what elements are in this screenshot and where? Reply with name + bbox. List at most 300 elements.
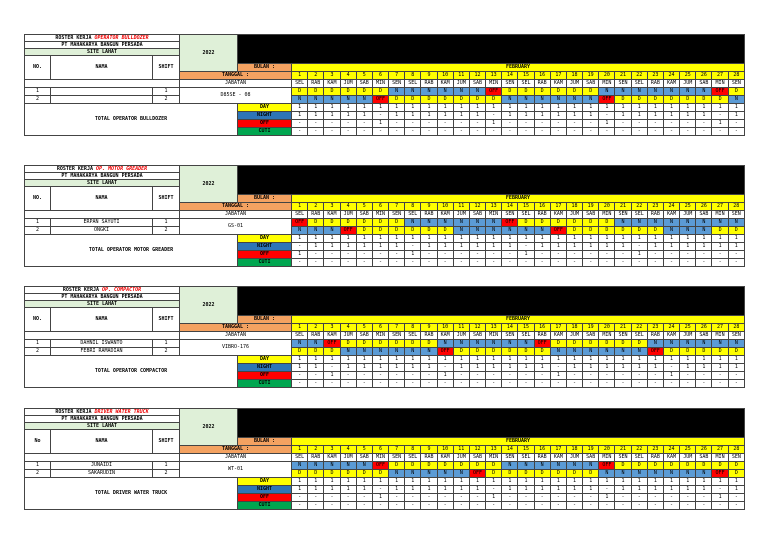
total-off-label: OFF (238, 494, 292, 502)
total-off-value: - (599, 372, 615, 380)
bulan-label: BULAN : (238, 316, 292, 324)
jabatan-label: JABATAN (180, 332, 292, 340)
total-cuti-value: - (340, 259, 356, 267)
total-day-value: 1 (292, 235, 308, 243)
schedule-cell: D (599, 340, 615, 348)
day-number: 22 (631, 324, 647, 332)
schedule-cell: D (518, 470, 534, 478)
total-cuti-value: - (647, 502, 663, 510)
day-number: 9 (421, 324, 437, 332)
total-cuti-value: - (486, 502, 502, 510)
schedule-cell: N (696, 470, 712, 478)
total-off-value: 1 (712, 494, 728, 502)
jabatan-label: JABATAN (180, 211, 292, 219)
total-cuti-value: - (712, 380, 728, 388)
total-cuti-value: - (566, 502, 582, 510)
day-of-week: KAM (324, 454, 340, 462)
day-of-week: SEL (518, 454, 534, 462)
total-day-value: 1 (486, 235, 502, 243)
total-night-value: 1 (340, 486, 356, 494)
schedule-cell: OFF (599, 96, 615, 104)
schedule-cell: D (469, 348, 485, 356)
day-of-week: MIN (712, 332, 728, 340)
schedule-cell: N (324, 96, 340, 104)
total-day-value: 1 (550, 478, 566, 486)
total-off-value: - (583, 251, 599, 259)
total-night-value: 1 (324, 112, 340, 120)
total-day-value: 1 (680, 478, 696, 486)
shift-header: SHIFT (153, 56, 180, 80)
total-night-value: 1 (615, 364, 631, 372)
day-number: 7 (389, 324, 405, 332)
schedule-cell: N (728, 96, 744, 104)
tanggal-label: TANGGAL : (180, 446, 292, 454)
total-day-value: 1 (583, 478, 599, 486)
total-day-value: 1 (712, 478, 728, 486)
total-night-value: 1 (308, 112, 324, 120)
day-number: 11 (453, 324, 469, 332)
total-cuti-value: - (550, 380, 566, 388)
total-night-value: - (663, 364, 679, 372)
schedule-cell: D (486, 348, 502, 356)
total-night-value: 1 (356, 243, 372, 251)
total-day-value: 1 (421, 235, 437, 243)
total-day-value: 1 (356, 478, 372, 486)
schedule-cell: N (583, 462, 599, 470)
total-cuti-value: - (453, 259, 469, 267)
day-of-week: JUM (453, 332, 469, 340)
total-night-value: 1 (486, 364, 502, 372)
day-of-week: RAB (308, 332, 324, 340)
total-night-value: 1 (647, 243, 663, 251)
total-cuti-value: - (469, 259, 485, 267)
day-of-week: MIN (712, 211, 728, 219)
total-off-value: - (550, 251, 566, 259)
schedule-cell: D (534, 219, 550, 227)
schedule-cell: D (486, 96, 502, 104)
total-off-value: - (421, 372, 437, 380)
day-of-week: JUM (453, 454, 469, 462)
schedule-cell: D (728, 88, 744, 96)
schedule-cell: D (389, 96, 405, 104)
total-night-value: 1 (437, 486, 453, 494)
total-day-value: 1 (356, 104, 372, 112)
day-number: 8 (405, 203, 421, 211)
day-number: 2 (308, 72, 324, 80)
day-number: 15 (518, 324, 534, 332)
schedule-cell: N (712, 340, 728, 348)
total-off-value: - (663, 494, 679, 502)
schedule-cell: N (647, 470, 663, 478)
day-of-week: KAM (324, 80, 340, 88)
total-cuti-value: - (292, 128, 308, 136)
day-number: 4 (340, 72, 356, 80)
total-day-value: 1 (372, 478, 388, 486)
schedule-cell: D (534, 88, 550, 96)
schedule-cell: D (453, 348, 469, 356)
total-off-label: OFF (238, 251, 292, 259)
total-off-value: - (372, 372, 388, 380)
schedule-cell: D (566, 340, 582, 348)
day-of-week: SEL (631, 454, 647, 462)
schedule-cell: N (437, 340, 453, 348)
day-number: 3 (324, 72, 340, 80)
roster-kerja-label: ROSTER KERJA (56, 165, 93, 172)
day-of-week: JUM (680, 332, 696, 340)
schedule-cell: N (663, 88, 679, 96)
total-night-value: 1 (469, 486, 485, 494)
total-night-value: 1 (534, 486, 550, 494)
schedule-cell: D (372, 227, 388, 235)
total-day-value: 1 (389, 104, 405, 112)
schedule-cell: N (372, 348, 388, 356)
day-number: 7 (389, 446, 405, 454)
worker-no: 2 (25, 96, 51, 104)
total-off-value: - (469, 494, 485, 502)
worker-shift: 1 (153, 340, 180, 348)
day-number: 26 (696, 203, 712, 211)
total-night-value: - (599, 486, 615, 494)
day-of-week: RAB (308, 454, 324, 462)
total-day-value: 1 (469, 356, 485, 364)
month-name: FEBRUARY (292, 195, 745, 203)
schedule-cell: D (437, 96, 453, 104)
schedule-cell: D (405, 462, 421, 470)
schedule-cell: N (518, 96, 534, 104)
roster-section (24, 165, 744, 267)
total-off-value: - (502, 494, 518, 502)
schedule-cell: D (292, 470, 308, 478)
total-night-value: 1 (696, 243, 712, 251)
total-night-value: - (372, 112, 388, 120)
day-of-week: SAB (469, 332, 485, 340)
day-number: 2 (308, 203, 324, 211)
total-day-value: 1 (712, 356, 728, 364)
total-day-value: 1 (728, 235, 744, 243)
total-day-value: 1 (453, 478, 469, 486)
day-of-week: SEN (389, 454, 405, 462)
total-night-value: 1 (631, 112, 647, 120)
total-off-value: - (583, 372, 599, 380)
total-off-value: 1 (324, 372, 340, 380)
total-cuti-label: CUTI (238, 502, 292, 510)
no-header: NO. (25, 56, 51, 80)
total-day-value: 1 (712, 104, 728, 112)
total-off-value: - (437, 251, 453, 259)
total-night-value: 1 (340, 112, 356, 120)
day-of-week: KAM (550, 454, 566, 462)
schedule-cell: D (566, 227, 582, 235)
schedule-cell: D (502, 88, 518, 96)
schedule-cell: D (437, 462, 453, 470)
total-day-value: 1 (599, 235, 615, 243)
total-day-value: 1 (421, 356, 437, 364)
total-night-value: 1 (583, 364, 599, 372)
total-night-value: - (372, 486, 388, 494)
day-of-week: JUM (340, 332, 356, 340)
role-label: OP. COMPACTOR (102, 286, 142, 293)
roster-kerja-label: ROSTER KERJA (55, 408, 92, 415)
total-off-value: - (469, 120, 485, 128)
total-off-value: - (631, 494, 647, 502)
total-off-value: 1 (486, 494, 502, 502)
schedule-cell: D (696, 462, 712, 470)
day-of-week: MIN (712, 80, 728, 88)
total-night-value: - (324, 364, 340, 372)
schedule-cell: D (324, 88, 340, 96)
worker-name: JUNAIDI (51, 462, 153, 470)
title-text: ROSTER KERJA OPERATOR M. GREADER (377, 168, 605, 181)
day-of-week: SEL (405, 332, 421, 340)
total-night-value: - (405, 243, 421, 251)
day-number: 23 (647, 324, 663, 332)
total-night-value: 1 (566, 112, 582, 120)
total-cuti-value: - (728, 380, 744, 388)
schedule-cell: D (324, 348, 340, 356)
spacer (25, 211, 180, 219)
schedule-cell: OFF (712, 88, 728, 96)
total-off-value: - (437, 494, 453, 502)
day-of-week: JUM (566, 211, 582, 219)
day-number: 1 (292, 72, 308, 80)
schedule-cell: D (599, 227, 615, 235)
total-off-value: - (696, 251, 712, 259)
day-of-week: JUM (453, 211, 469, 219)
schedule-cell: D (486, 470, 502, 478)
total-day-value: 1 (615, 478, 631, 486)
period-text: PERIODE FEBRUARI 2022 (440, 303, 542, 312)
total-night-value: 1 (292, 486, 308, 494)
day-of-week: JUM (340, 80, 356, 88)
day-of-week: SEN (615, 454, 631, 462)
total-off-value: - (437, 120, 453, 128)
total-off-value: - (405, 494, 421, 502)
total-night-value: - (486, 112, 502, 120)
total-off-value: - (647, 372, 663, 380)
total-off-value: - (292, 494, 308, 502)
total-night-value: 1 (712, 243, 728, 251)
total-off-value: - (728, 120, 744, 128)
total-cuti-value: - (566, 128, 582, 136)
schedule-cell: N (453, 227, 469, 235)
total-night-value: 1 (356, 112, 372, 120)
schedule-cell: D (583, 340, 599, 348)
day-number: 17 (550, 446, 566, 454)
day-of-week: SEL (631, 211, 647, 219)
schedule-cell: N (696, 340, 712, 348)
schedule-cell: N (389, 470, 405, 478)
roster-table (24, 408, 745, 510)
schedule-cell: N (599, 348, 615, 356)
total-cuti-value: - (324, 502, 340, 510)
schedule-cell: N (405, 219, 421, 227)
total-off-value: - (486, 251, 502, 259)
day-number: 6 (372, 324, 388, 332)
day-of-week: KAM (437, 211, 453, 219)
schedule-cell: D (631, 462, 647, 470)
schedule-cell: D (712, 96, 728, 104)
total-day-value: 1 (550, 104, 566, 112)
schedule-cell: D (340, 219, 356, 227)
total-day-value: 1 (728, 478, 744, 486)
section-header-role (25, 166, 180, 173)
total-day-value: 1 (340, 104, 356, 112)
total-night-value: 1 (453, 364, 469, 372)
total-off-value: - (534, 372, 550, 380)
day-of-week: RAB (647, 332, 663, 340)
day-number: 5 (356, 72, 372, 80)
schedule-cell: D (647, 227, 663, 235)
total-cuti-value: - (583, 380, 599, 388)
schedule-cell: D (372, 88, 388, 96)
total-day-value: 1 (292, 104, 308, 112)
total-off-value: - (340, 494, 356, 502)
day-of-week: SEN (728, 454, 744, 462)
day-number: 18 (566, 324, 582, 332)
schedule-cell: N (534, 96, 550, 104)
total-day-value: 1 (340, 235, 356, 243)
total-night-value: - (631, 243, 647, 251)
day-of-week: RAB (421, 454, 437, 462)
total-off-label: OFF (238, 120, 292, 128)
total-day-value: 1 (647, 356, 663, 364)
day-of-week: JUM (340, 211, 356, 219)
total-off-value: - (308, 372, 324, 380)
day-number: 8 (405, 446, 421, 454)
total-night-value: 1 (566, 243, 582, 251)
total-off-value: - (340, 120, 356, 128)
day-number: 25 (680, 324, 696, 332)
roster-kerja-label: ROSTER KERJA (62, 286, 99, 293)
total-off-value: - (680, 494, 696, 502)
day-of-week: RAB (308, 211, 324, 219)
section-header-role (25, 35, 180, 42)
total-cuti-value: - (324, 380, 340, 388)
total-day-value: 1 (615, 104, 631, 112)
schedule-cell: N (486, 340, 502, 348)
total-day-value: 1 (663, 356, 679, 364)
total-off-value: - (308, 494, 324, 502)
total-off-value: - (583, 494, 599, 502)
schedule-cell: D (389, 462, 405, 470)
total-off-value: - (663, 251, 679, 259)
total-day-value: 1 (550, 356, 566, 364)
day-of-week: SEN (728, 211, 744, 219)
total-night-value: 1 (421, 243, 437, 251)
day-number: 17 (550, 72, 566, 80)
schedule-cell: N (421, 88, 437, 96)
schedule-cell: D (534, 470, 550, 478)
day-of-week: RAB (421, 80, 437, 88)
month-name: FEBRUARY (292, 438, 745, 446)
schedule-cell: N (453, 340, 469, 348)
schedule-cell: N (615, 219, 631, 227)
worker-no: 2 (25, 470, 51, 478)
day-of-week: SEL (631, 332, 647, 340)
total-off-value: - (356, 120, 372, 128)
bulan-label: BULAN : (238, 438, 292, 446)
total-off-value: - (405, 120, 421, 128)
total-day-value: 1 (518, 235, 534, 243)
schedule-cell: D (469, 96, 485, 104)
unit-code: VIBRO-176 (180, 340, 292, 356)
total-day-value: 1 (356, 235, 372, 243)
schedule-cell: N (469, 227, 485, 235)
total-cuti-value: - (615, 128, 631, 136)
total-off-value: - (502, 251, 518, 259)
total-day-value: 1 (663, 478, 679, 486)
total-off-value: - (647, 120, 663, 128)
total-off-value: - (324, 120, 340, 128)
total-day-value: 1 (421, 478, 437, 486)
schedule-cell: N (566, 462, 582, 470)
total-night-value: 1 (728, 112, 744, 120)
bulan-label: BULAN : (238, 195, 292, 203)
site-name: SITE LAHAT (25, 423, 180, 430)
day-of-week: SEL (292, 454, 308, 462)
total-night-value: 1 (550, 243, 566, 251)
schedule-cell: N (437, 219, 453, 227)
total-cuti-value: - (437, 259, 453, 267)
total-day-value: 1 (421, 104, 437, 112)
day-number: 17 (550, 203, 566, 211)
total-day-value: 1 (663, 235, 679, 243)
total-day-value: 1 (696, 356, 712, 364)
total-off-value: - (566, 120, 582, 128)
total-cuti-value: - (469, 380, 485, 388)
total-off-value: - (550, 120, 566, 128)
year-cell: 2022 (180, 166, 238, 203)
total-off-value: 1 (405, 251, 421, 259)
day-of-week: SAB (356, 211, 372, 219)
day-of-week: SEL (631, 80, 647, 88)
total-day-value: 1 (356, 356, 372, 364)
total-day-value: 1 (469, 235, 485, 243)
nama-header: NAMA (51, 56, 153, 80)
period-text: PERIODE FEBRUARI 2022 (440, 51, 542, 60)
total-cuti-value: - (583, 259, 599, 267)
schedule-cell: D (615, 227, 631, 235)
total-off-value: - (356, 372, 372, 380)
schedule-cell: D (437, 227, 453, 235)
total-off-value: - (453, 372, 469, 380)
day-number: 2 (308, 324, 324, 332)
day-of-week: SEL (405, 211, 421, 219)
schedule-cell: D (631, 227, 647, 235)
schedule-cell: N (340, 348, 356, 356)
schedule-cell: N (680, 88, 696, 96)
total-cuti-value: - (356, 128, 372, 136)
total-cuti-value: - (324, 259, 340, 267)
day-of-week: JUM (566, 454, 582, 462)
total-cuti-value: - (680, 380, 696, 388)
day-of-week: RAB (308, 80, 324, 88)
total-night-label: NIGHT (238, 486, 292, 494)
worker-shift: 1 (153, 462, 180, 470)
total-cuti-value: - (615, 502, 631, 510)
site-name: SITE LAHAT (25, 49, 180, 56)
schedule-cell: OFF (340, 227, 356, 235)
total-cuti-value: - (534, 502, 550, 510)
schedule-cell: D (550, 219, 566, 227)
total-cuti-value: - (615, 380, 631, 388)
schedule-cell: D (453, 96, 469, 104)
total-cuti-value: - (437, 380, 453, 388)
day-of-week: SAB (469, 80, 485, 88)
worker-name: DAHNIL ISWANTO (51, 340, 153, 348)
schedule-cell: N (308, 340, 324, 348)
day-number: 11 (453, 446, 469, 454)
